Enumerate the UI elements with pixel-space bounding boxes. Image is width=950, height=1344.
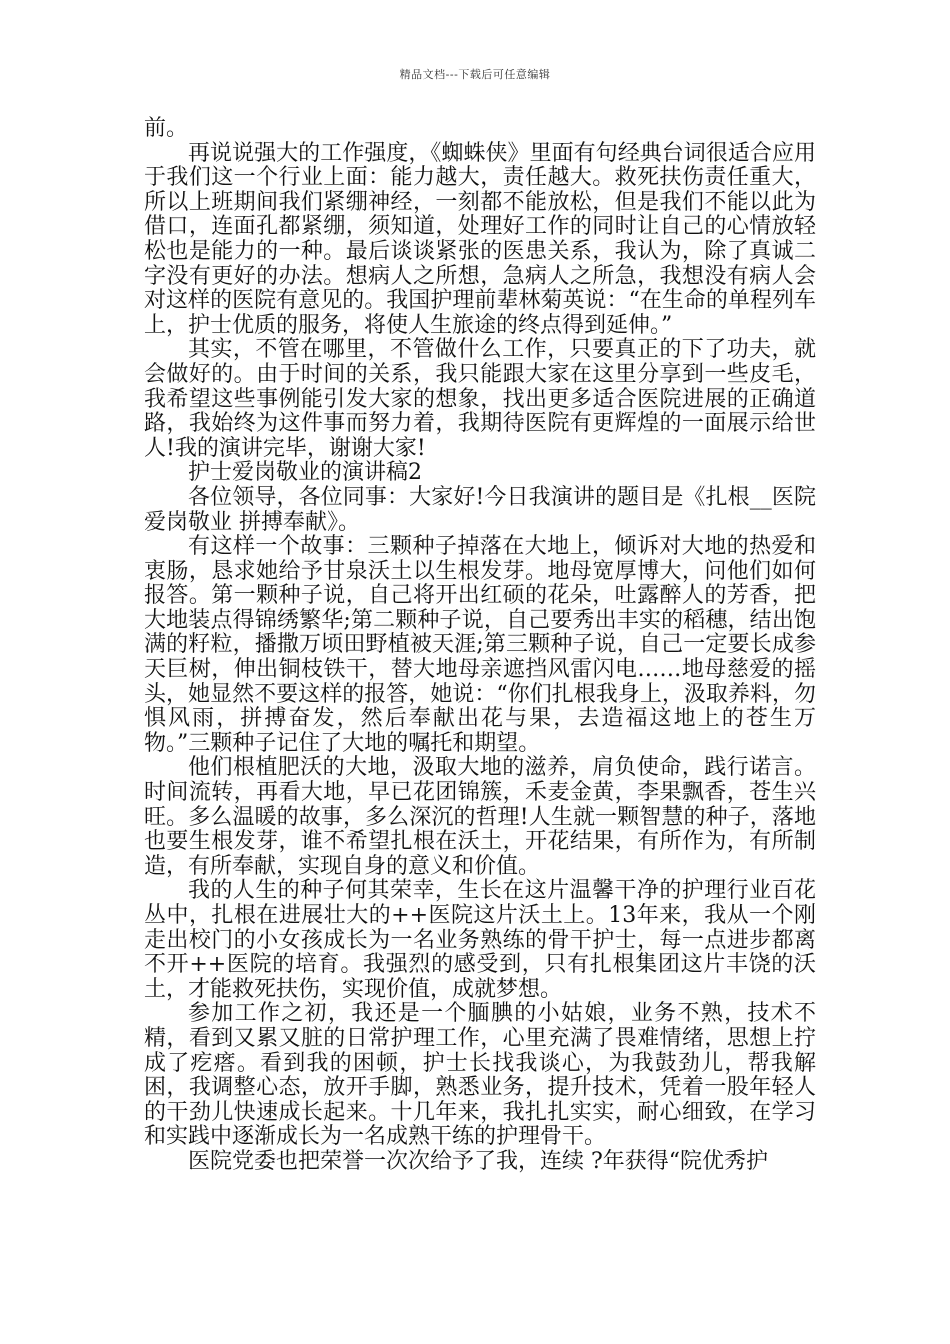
paragraph: 再说说强大的工作强度，《蜘蛛侠》里面有句经典台词很适合应用于我们这一个行业上面：能力越大，责任越大。救死扶伤责任重大，所以上班期间我们紧绷神经，一刻都不能放松，但是我们不能以此为借口，连面孔都紧绷，须知道，处理好工作的同时让自己的心情放轻松也是能力的一种。最后谈谈紧张的医患关系，我认为，除了真诚二字没有更好的办法。想病人之所想，急病人之所急，我想没有病人会对这样的医院有意见的。我国护理前辈林菊英说：“在生命的单程列车上，护士优质的服务，将使人生旅途的终点得到延伸。” (144, 140, 816, 338)
paragraph: 参加工作之初，我还是一个腼腆的小姑娘，业务不熟，技术不精，看到又累又脏的日常护理工作，心里充满了畏难情绪，思想上拧成了疙瘩。看到我的困顿，护士长找我谈心，为我鼓劲儿，帮我解困，我调整心态，放开手脚，熟悉业务，提升技术，凭着一股年轻人的干劲儿快速成长起来。十几年来，我扎扎实实，耐心细致，在学习和实践中逐渐成长为一名成熟干练的护理骨干。 (144, 1001, 816, 1150)
paragraph: 前。 (144, 116, 189, 141)
paragraph: 其实，不管在哪里，不管做什么工作，只要真正的下了功夫，就会做好的。由于时间的关系，我只能跟大家在这里分享到一些皮毛，我希望这些事例能引发大家的想象，找出更多适合医院进展的正确道路，我始终为这件事而努力着，我期待医院有更辉煌的一面展示给世人!我的演讲完毕，谢谢大家! (144, 337, 816, 461)
page-header: 精品文档---下载后可任意编辑 (399, 68, 551, 81)
section-title: 护士爱岗敬业的演讲稿2 (188, 460, 422, 486)
paragraph: 各位领导，各位同事：大家好!今日我演讲的题目是《扎根__医院 爱岗敬业 拼搏奉献》。 (144, 484, 816, 535)
paragraph: 他们根植肥沃的大地，汲取大地的滋养，肩负使命，践行诺言。时间流转，再看大地，早已花团锦簇，禾麦金黄，李果飘香，苍生兴旺。多么温暖的故事，多么深沉的哲理!人生就一颗智慧的种子，落地也要生根发芽，谁不希望扎根在沃土，开花结果，有所作为，有所制造，有所奉献，实现自身的意义和价值。 (144, 755, 816, 879)
paragraph: 医院党委也把荣誉一次次给予了我，连续 ?年获得“院优秀护 (188, 1148, 769, 1174)
paragraph: 有这样一个故事：三颗种子掉落在大地上，倾诉对大地的热爱和衷肠，恳求她给予甘泉沃土以生根发芽。地母宽厚博大，问他们如何报答。第一颗种子说，自己将开出红硕的花朵，吐露醉人的芳香，把大地装点得锦绣繁华;第二颗种子说，自己要秀出丰实的稻穗，结出饱满的籽粒，播撒万顷田野植被天涯;第三颗种子说，自己一定要长成参天巨树，伸出铜枝铁干，替大地母亲遮挡风雷闪电……地母慈爱的摇头，她显然不要这样的报答，她说：“你们扎根我身上，汲取养料，勿惧风雨，拼搏奋发，然后奉献出花与果，去造福这地上的苍生万物。”三颗种子记住了大地的嘱托和期望。 (144, 534, 816, 756)
paragraph: 我的人生的种子何其荣幸，生长在这片温馨干净的护理行业百花丛中，扎根在进展壮大的++医院这片沃土上。13年来，我从一个刚走出校门的小女孩成长为一名业务熟练的骨干护士，每一点进步都离不开++医院的培育。我强烈的感受到，只有扎根集团这片丰饶的沃土，才能救死扶伤，实现价值，成就梦想。 (144, 878, 816, 1002)
document-body (144, 117, 816, 1175)
